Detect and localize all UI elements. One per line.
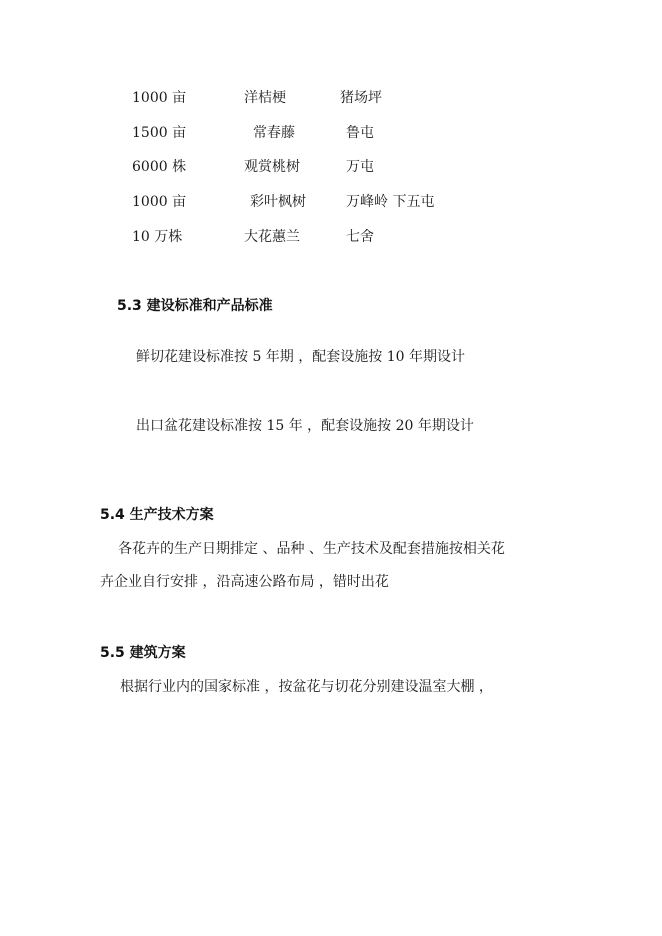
section-heading-5-5: 5.5 建筑方案: [100, 645, 186, 661]
row-plant: 洋桔梗: [244, 90, 286, 106]
section-heading-5-4: 5.4 生产技术方案: [100, 507, 214, 523]
row-plant: 常春藤: [253, 125, 295, 141]
paragraph-cut-flower-standard: 鲜切花建设标准按 5 年期 ，配套设施按 10 年期设计: [136, 349, 465, 365]
paragraph-production-line-2: 卉企业自行安排 ，沿高速公路布局 ，错时出花: [100, 574, 389, 590]
section-heading-5-3: 5.3 建设标准和产品标准: [117, 298, 273, 314]
row-location: 七舍: [346, 229, 374, 245]
row-quantity: 1500 亩: [132, 125, 187, 141]
row-quantity: 1000 亩: [132, 194, 187, 210]
paragraph-building-plan: 根据行业内的国家标准 ，按盆花与切花分别建设温室大棚 ，: [120, 679, 493, 695]
row-plant: 彩叶枫树: [250, 194, 306, 210]
row-location: 万峰岭 下五屯: [346, 194, 435, 210]
row-plant: 观赏桃树: [244, 159, 300, 175]
row-plant: 大花蕙兰: [244, 229, 300, 245]
row-location: 猪场坪: [340, 90, 382, 106]
row-quantity: 6000 株: [132, 159, 187, 175]
paragraph-potted-flower-standard: 出口盆花建设标准按 15 年 ，配套设施按 20 年期设计: [136, 418, 474, 434]
row-location: 鲁屯: [346, 125, 374, 141]
paragraph-production-line-1: 各花卉的生产日期排定 、品种 、生产技术及配套措施按相关花: [118, 541, 505, 557]
row-quantity: 1000 亩: [132, 90, 187, 106]
row-location: 万屯: [346, 159, 374, 175]
row-quantity: 10 万株: [132, 229, 183, 245]
